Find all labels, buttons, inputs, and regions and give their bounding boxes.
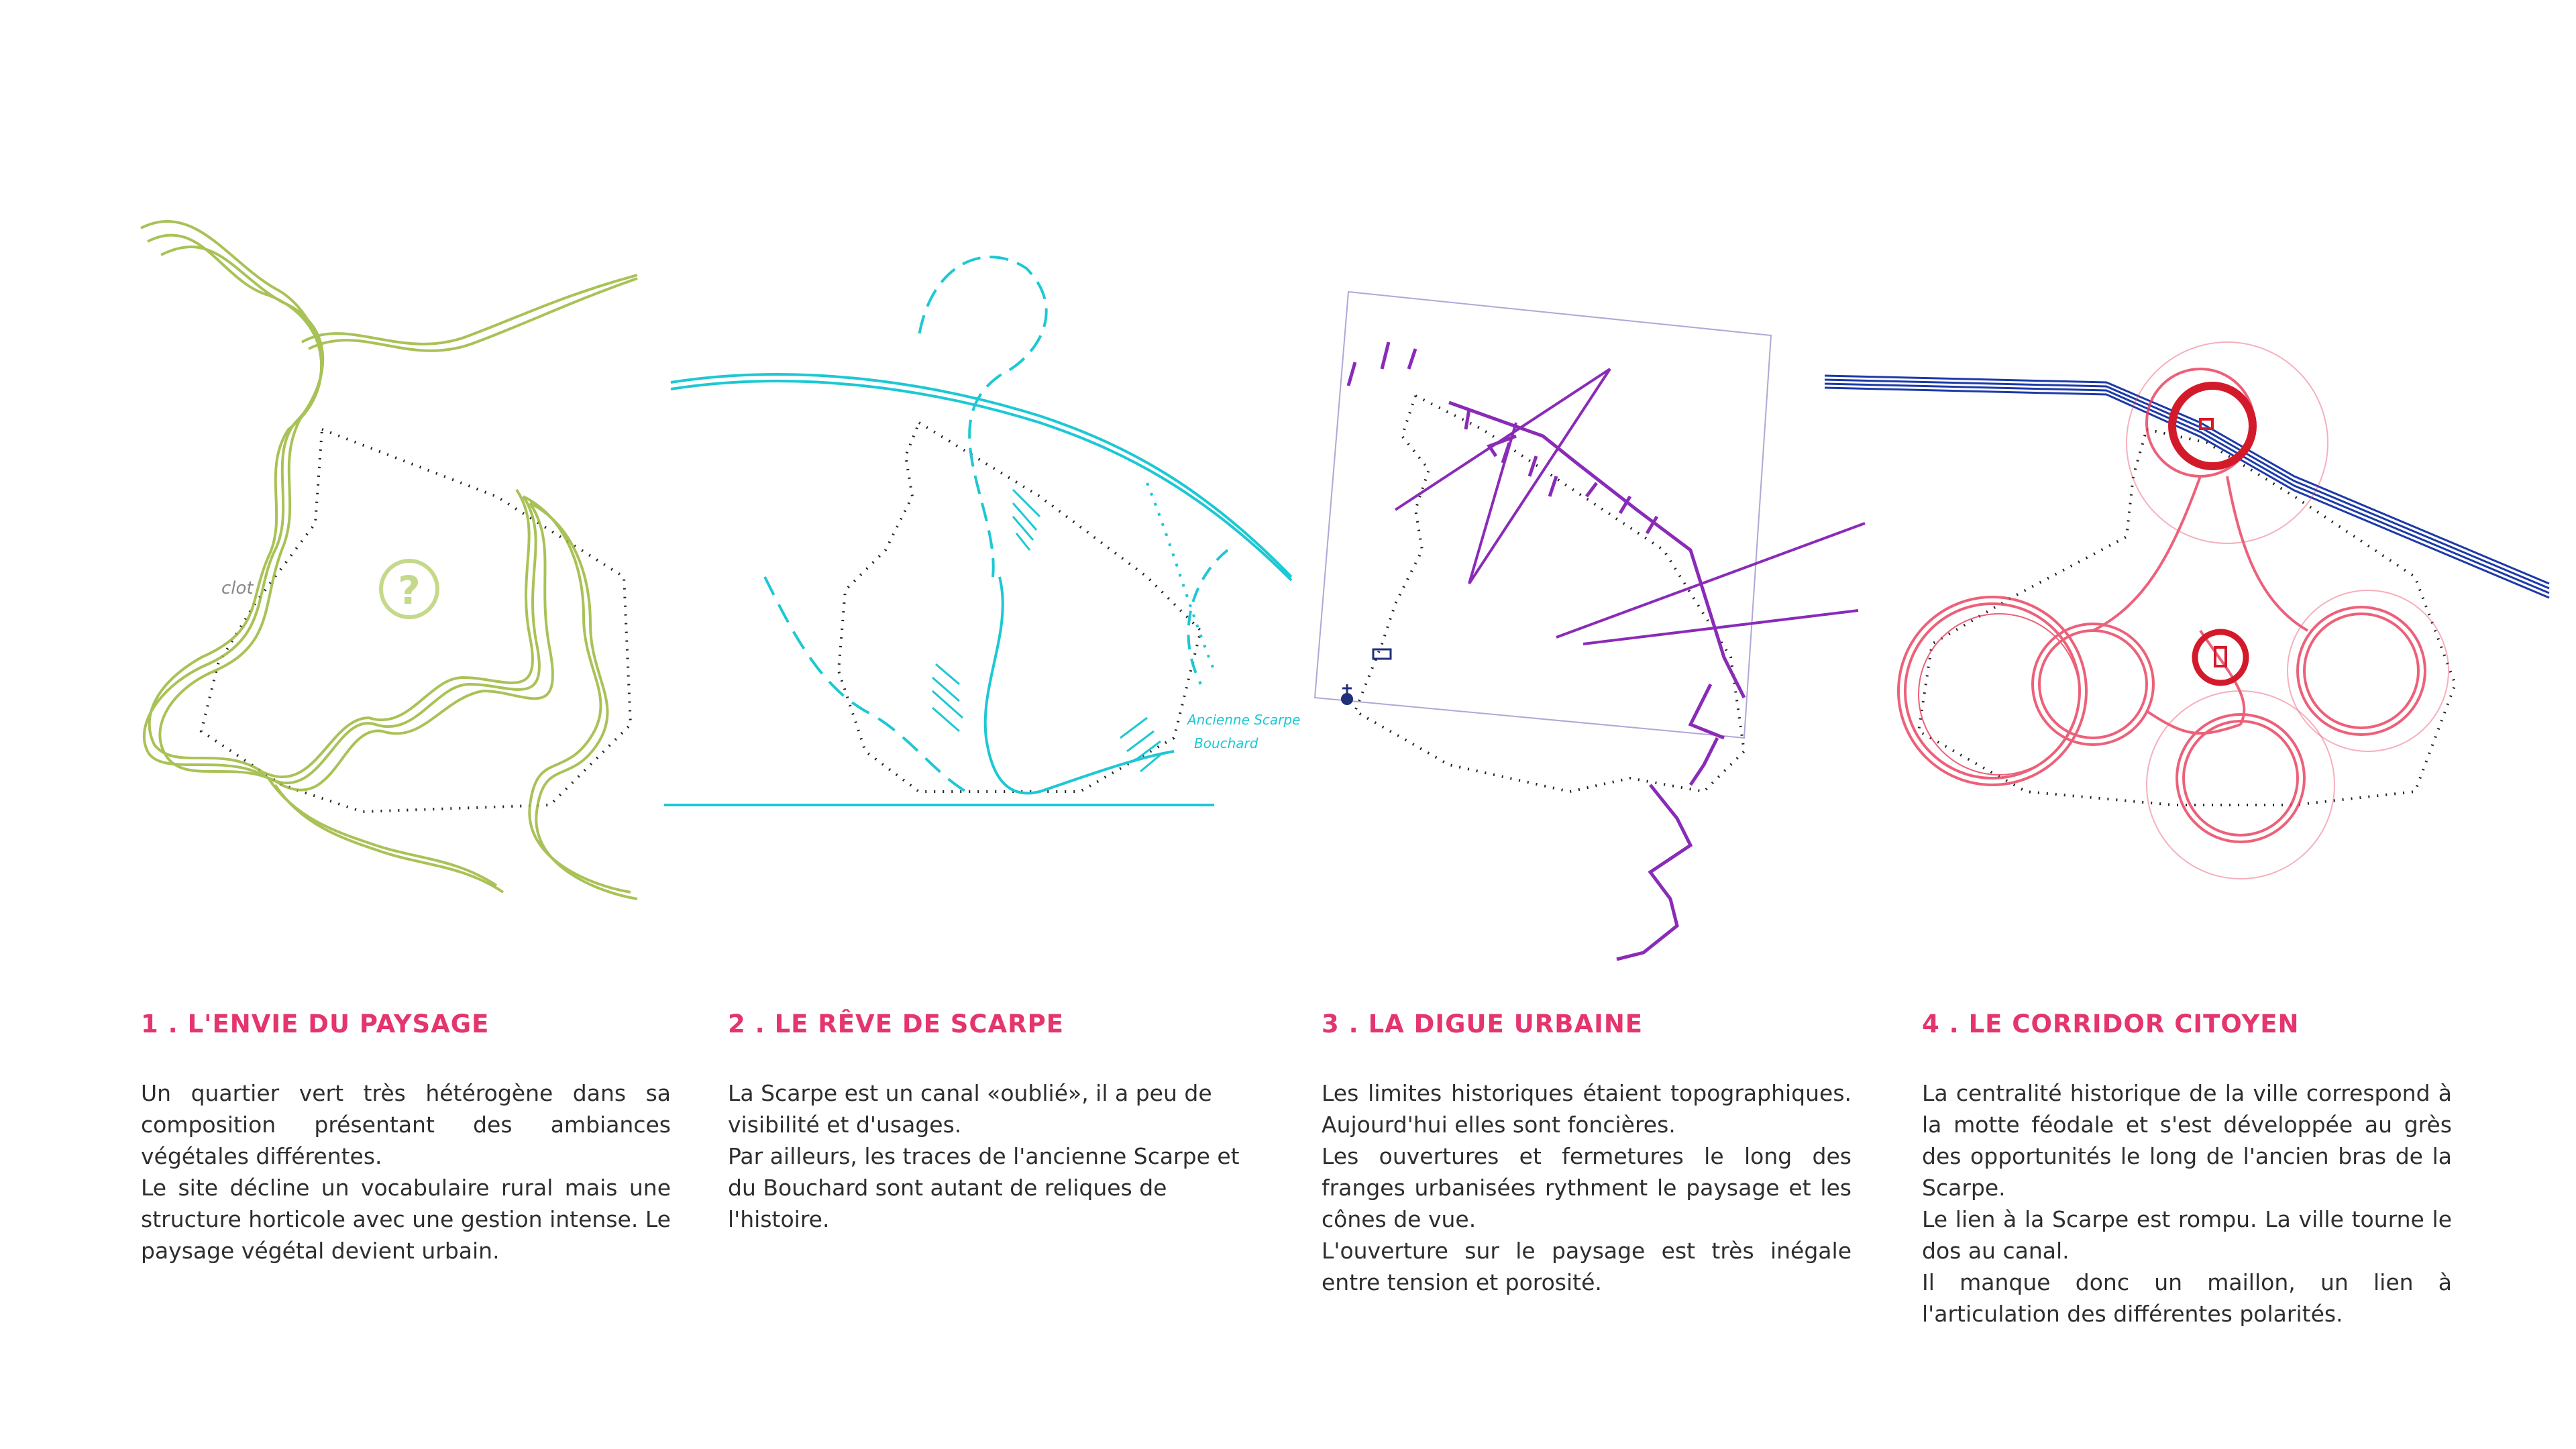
panel-4-paragraph-1: La centralité historique de la ville correspond à la motte féodale et s'est développée au grès des opportunités le long de l'ancien bras de la Scarpe.: [1922, 1080, 2452, 1201]
vegetation-scribbles: [141, 221, 637, 899]
panel-2-body: [728, 1077, 1258, 1235]
panel-1-paragraph-2: Le site décline un vocabulaire rural mais une structure horticole avec une gestion intense. Le paysage végétal devient urbain.: [141, 1175, 671, 1264]
panel-4-paragraph-3: Il manque donc un maillon, un lien à l'articulation des différentes polarités.: [1922, 1269, 2452, 1327]
panel-4-body: [1922, 1077, 2452, 1330]
sketch-scarpe-drawing: [664, 201, 1301, 926]
panel-3-title: 3 . LA DIGUE URBAINE: [1322, 1010, 1644, 1038]
panel-2-paragraph-1: La Scarpe est un canal «oublié», il a peu de visibilité et d'usages.: [728, 1080, 1212, 1138]
sketch-corridor: [1825, 201, 2388, 926]
panel-2-paragraph-2: Par ailleurs, les traces de l'ancienne Scarpe et du Bouchard sont autant de reliques de l'histoire.: [728, 1143, 1240, 1232]
panel-2-title: 2 . LE RÊVE DE SCARPE: [728, 1010, 1065, 1038]
panel-3: [1322, 1010, 1851, 1298]
site-boundary-outline: [201, 429, 631, 812]
panel-3-paragraph-1: Les limites historiques étaient topographiques. Aujourd'hui elles sont foncières.: [1322, 1080, 1851, 1138]
frontage-lines: [1348, 342, 1744, 959]
site-boundary-outline: [1919, 429, 2455, 805]
sketch-digue-drawing: [1315, 201, 1878, 926]
question-mark: ?: [398, 568, 421, 613]
panel-4-title: 4 . LE CORRIDOR CITOYEN: [1922, 1010, 2300, 1038]
sketch-note-clot: clot: [221, 578, 254, 598]
sketch-scarpe: [664, 201, 1301, 926]
canal-lines: [1825, 376, 2549, 598]
panel-2: [728, 1010, 1258, 1235]
panel-1-paragraph-1: Un quartier vert très hétérogène dans sa composition présentant des ambiances végétales différentes.: [141, 1080, 671, 1169]
panel-3-paragraph-3: L'ouverture sur le paysage est très inégale entre tension et porosité.: [1322, 1238, 1851, 1295]
sketch-note-ancienne-scarpe: Ancienne Scarpe: [1187, 712, 1301, 728]
panel-1-body: [141, 1077, 671, 1267]
sketch-landscape: [121, 201, 684, 926]
panel-4-paragraph-2: Le lien à la Scarpe est rompu. La ville tourne le dos au canal.: [1922, 1206, 2452, 1264]
panel-3-paragraph-2: Les ouvertures et fermetures le long des franges urbanisées rythment le paysage et les cônes de vue.: [1322, 1143, 1851, 1232]
hatching: [932, 490, 1161, 771]
sketch-note-bouchard: Bouchard: [1194, 735, 1258, 751]
panel-3-body: [1322, 1077, 1851, 1298]
panel-4: [1922, 1010, 2452, 1330]
panel-1: [141, 1010, 671, 1267]
building-icon: [1373, 649, 1391, 659]
sketch-landscape-drawing: [121, 201, 684, 926]
sketch-digue: [1315, 201, 1878, 926]
sketch-corridor-drawing: [1825, 201, 2388, 926]
panel-1-title: 1 . L'ENVIE DU PAYSAGE: [141, 1010, 490, 1038]
